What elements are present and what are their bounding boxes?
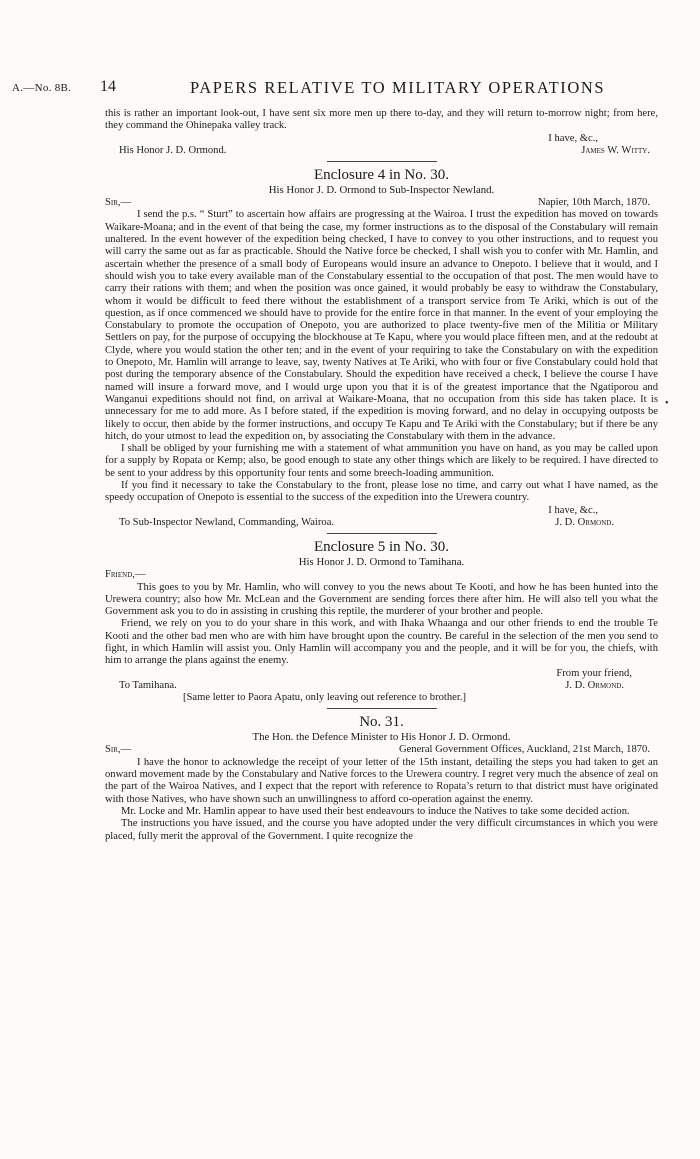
signature: J. D. Ormond. <box>555 516 614 528</box>
place-date: General Government Offices, Auckland, 21st March, 1870. <box>398 744 650 756</box>
salutation: Friend,— <box>105 569 146 581</box>
paragraph: I shall be obliged by your furnishing me with a statement of what ammunition you have on hand, as you may be called upon for a supply by Ropata or Kemp; also, be good enough to state any other things which are likely to be required. I have directed to be sent to your address by this opportunity four tents and some breech-loading ammunition. <box>105 443 658 479</box>
enclosure-5-subtitle: His Honor J. D. Ormond to Tamihana. <box>298 556 465 569</box>
paragraph: Mr. Locke and Mr. Hamlin appear to have used their best endeavours to induce the Natives to take some decided action. <box>121 805 630 817</box>
paragraph: If you find it necessary to take the Constabulary to the front, please lose no time, and carry out what I have named, as the speedy occupation of Onepoto is essential to the success of the expedition into the Urewera country. <box>105 480 658 504</box>
enclosure-5-title: Enclosure 5 in No. 30. <box>314 539 449 556</box>
salutation: Sir,— <box>105 744 132 756</box>
running-title: PAPERS RELATIVE TO MILITARY OPERATIONS <box>190 78 606 97</box>
signature-row <box>105 145 658 157</box>
margin-mark: • <box>665 398 669 409</box>
signature: J. D. Ormond. <box>565 679 624 691</box>
salutation: Sir,— <box>105 197 132 209</box>
addressee: To Tamihana. <box>119 679 177 691</box>
closing-line: I have, &c., <box>548 132 598 144</box>
paragraph: I have the honor to acknowledge the receipt of your letter of the 15th instant, detailing the steps you had taken to get an onward movement made by the Constabulary and Native forces to the Urewera country. I regret very much the absence of zeal on the part of the Wairoa Natives, and I expect that the report with reference to Ropata’s return to that district must have originated with those Natives, who have shown such an unwillingness to afford co-operation against the enemy. <box>105 756 658 805</box>
letter-31-title: No. 31. <box>359 714 404 731</box>
enclosure-4-title: Enclosure 4 in No. 30. <box>314 167 449 184</box>
place-date: Napier, 10th March, 1870. <box>538 197 650 209</box>
paragraph: I send the p.s. “ Sturt” to ascertain how affairs are progressing at the Wairoa. I trust the expedition has moved on towards Waikare-Moana; and in the event of that being the case, my former instructions as to the disposal of the Constabulary will remain unaltered. In the event however of the expedition being checked, I have to convey to you other instructions, and to request you will carry the same out as far as practicable. Should the Native force be checked, I shall wish you to confer with Mr. Hamlin, and ascertain whether the presence of a small body of Europeans would insure an advance to Onepoto. I believe that it would, and I should wish you to take every available man of the Constabulary essential to the occupation of that post. The men would have to carry their rations with them; and when the position was once gained, it would probably be easy to withdraw the Constabulary, whom it would be difficult to feed there without the establishment of a transport service from Te Ariki, which is out of the question, as if once commenced we should have to provide for the entire force in that manner. In the event of your employing the Constabulary to promote the occupation of Onepoto, you are authorized to place twenty-five men of the Militia or Military Settlers on pay, for the purpose of occupying the blockhouse at Te Kapu, where you would place fifteen men, and at the redoubt at Clyde, where you would station the other ten; and in the event of your requiring to take the Constabulary on with the expedition to Onepoto, Mr. Hamlin will arrange to leave, say, twenty Natives at Te Ariki, who with four or five Constabulary could hold that post during the temporary absence of the Constabulary. Should the expedition have received a check, I believe the course I have named will insure a forward move, and I would urge upon you that it is of the greatest importance that the Ngatiporou and Wanganui expeditions should not find, on arrival at Waikare-Moana, that no occupation from this side has taken place. It is unnecessary for me to add more. As I before stated, if the expedition is moving forward, and no delay in occupying outposts be likely to occur, then abide by the former instructions, and occupy Te Kapu and Te Ariki with the Constabulary; but if there be any hitch, do your utmost to lead the expedition on, by associating the Constabulary with them in the advance. <box>105 209 658 442</box>
editorial-note: [Same letter to Paora Apatu, only leaving out reference to brother.] <box>183 692 466 704</box>
signature-row <box>105 680 658 692</box>
salutation-row <box>105 744 658 756</box>
signature: James W. Witty. <box>581 144 650 156</box>
enclosure-4-subtitle: His Honor J. D. Ormond to Sub-Inspector Newland. <box>268 184 495 197</box>
section-divider <box>327 533 437 534</box>
letter-31-subtitle: The Hon. the Defence Minister to His Honor J. D. Ormond. <box>252 731 511 744</box>
document-body <box>105 108 658 843</box>
paper-reference: A.—No. 8B. <box>12 82 72 94</box>
paragraph: This goes to you by Mr. Hamlin, who will convey to you the news about Te Kooti, and how he has been hunted into the Urewera country; also how Mr. McLean and the Government are sending forces there after him. He will also tell you what the Government ask you to do in assisting in crushing this reptile, the murderer of your brother and people. <box>105 581 658 618</box>
continuation-text: this is rather an important look-out, I have sent six more men up there to-day, and they will return to-morrow night; from here, they command the Ohinepaka valley track. <box>105 108 658 132</box>
signature-row <box>105 517 658 529</box>
running-header <box>12 78 672 100</box>
page-number: 14 <box>100 78 116 95</box>
section-divider <box>327 161 437 162</box>
salutation-row <box>105 197 658 209</box>
addressee: To Sub-Inspector Newland, Commanding, Wairoa. <box>119 516 335 528</box>
closing-line: I have, &c., <box>548 504 598 516</box>
paragraph: Friend, we rely on you to do your share in this work, and with Ihaka Whaanga and our other friends to end the trouble Te Kooti and the other bad men who are with him have brought upon the country. Be careful in the selection of the men you send to fight, in which Hamlin will assist you. Only Hamlin will accompany you and the people, and it will be for you, the chiefs, with him to arrange the plans against the enemy. <box>105 618 658 667</box>
closing-line: From your friend, <box>556 667 632 679</box>
paragraph: The instructions you have issued, and the course you have adopted under the very difficult circumstances in which you were placed, fully merit the approval of the Government. I quite recognize the <box>105 818 658 842</box>
section-divider <box>327 708 437 709</box>
addressee: His Honor J. D. Ormond. <box>119 144 227 156</box>
